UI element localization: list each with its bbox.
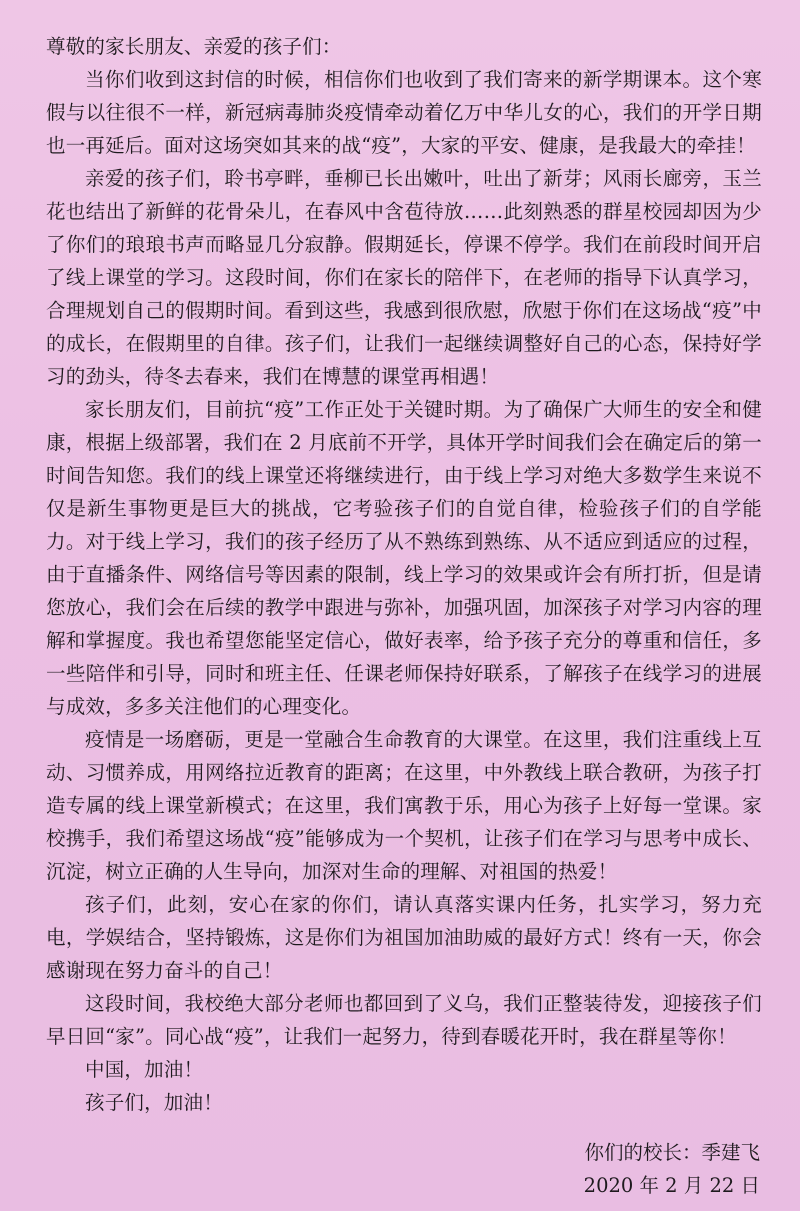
letter-paragraph: 家长朋友们，目前抗“疫”工作正处于关键时期。为了确保广大师生的安全和健康，根据上级部署，我们在 2 月底前不开学，具体开学时间我们会在确定后的第一时间告知您。我们的线上课堂还将继续进行，由于线上学习对绝大多数学生来说不仅是新生事物更是巨大的挑战，它考验孩子们的自觉自律，检验孩子们的自学能力。对于线上学习，我们的孩子经历了从不熟练到熟练、从不适应到适应的过程，由于直播条件、网络信号等因素的限制，线上学习的效果或许会有所打折，但是请您放心，我们会在后续的教学中跟进与弥补，加强巩固，加深孩子对学习内容的理解和掌握度。我也希望您能坚定信心，做好表率，给予孩子充分的尊重和信任，多一些陪伴和引导，同时和班主任、任课老师保持好联系，了解孩子在线学习的进展与成效，多多关注他们的心理变化。 [46,398,762,718]
letter-paragraph: 疫情是一场磨砺，更是一堂融合生命教育的大课堂。在这里，我们注重线上互动、习惯养成，用网络拉近教育的距离；在这里，中外教线上联合教研，为孩子打造专属的线上课堂新模式；在这里，我们寓教于乐，用心为孩子上好每一堂课。家校携手，我们希望这场战“疫”能够成为一个契机，让孩子们在学习与思考中成长、沉淀，树立正确的人生导向，加深对生命的理解、对祖国的热爱！ [46,728,762,883]
letter-date: 2020 年 2 月 22 日 [583,1174,760,1197]
letter-paragraph: 当你们收到这封信的时候，相信你们也收到了我们寄来的新学期课本。这个寒假与以往很不一样，新冠病毒肺炎疫情牵动着亿万中华儿女的心，我们的开学日期也一再延后。面对这场突如其来的战“疫”，大家的平安、健康，是我最大的牵挂！ [46,68,762,157]
cheer-line-china: 中国，加油！ [85,1058,204,1081]
letter-paragraph: 这段时间，我校绝大部分老师也都回到了义乌，我们正整装待发，迎接孩子们早日回“家”。同心战“疫”，让我们一起努力，待到春暖花开时，我在群星等你！ [46,992,762,1048]
cheer-line-children: 孩子们，加油！ [85,1091,223,1114]
signature-block [584,1136,760,1202]
letter-paragraph: 亲爱的孩子们，聆书亭畔，垂柳已长出嫩叶，吐出了新芽；风雨长廊旁，玉兰花也结出了新鲜的花骨朵儿，在春风中含苞待放……此刻熟悉的群星校园却因为少了你们的琅琅书声而略显几分寂静。假期延长，停课不停学。我们在前段时间开启了线上课堂的学习。这段时间，你们在家长的陪伴下，在老师的指导下认真学习，合理规划自己的假期时间。看到这些，我感到很欣慰，欣慰于你们在这场战“疫”中的成长，在假期里的自律。孩子们，让我们一起继续调整好自己的心态，保持好学习的劲头，待冬去春来，我们在博慧的课堂再相遇！ [46,167,762,388]
letter-greeting: 尊敬的家长朋友、亲爱的孩子们： [46,35,342,58]
principal-signature: 你们的校长：季建飞 [584,1141,760,1164]
letter-paragraph: 孩子们，此刻，安心在家的你们，请认真落实课内任务，扎实学习，努力充电，学娱结合，坚持锻炼，这是你们为祖国加油助威的最好方式！终有一天，你会感谢现在努力奋斗的自己！ [46,893,762,982]
